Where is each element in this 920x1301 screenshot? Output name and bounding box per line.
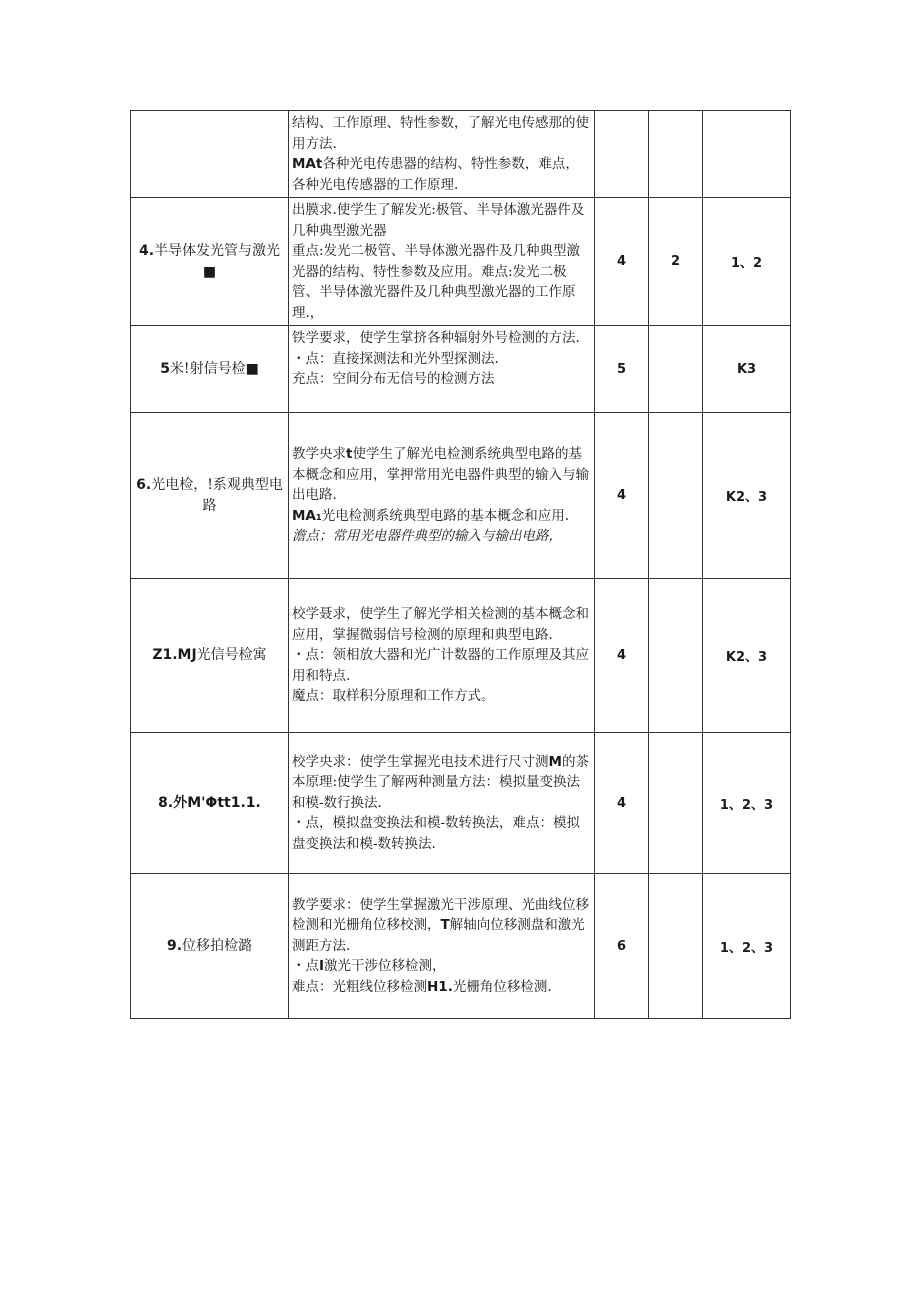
table-row xyxy=(131,198,791,326)
goals-cell xyxy=(703,111,791,198)
experiment-cell xyxy=(649,874,703,1019)
experiment-cell: 2 xyxy=(649,198,703,326)
table-row xyxy=(131,326,791,413)
hours-cell: 4 xyxy=(595,733,649,874)
chapter-description: 校学聂求，使学生了解光学相关检测的基本概念和应用，掌握微弱信号检测的原理和典型电路. ・点：领相放大器和光广计数器的工作原理及其应用和特点. 魔点：取样积分原理和工作方式。 xyxy=(289,579,595,733)
table-row xyxy=(131,733,791,874)
goals-cell: K3 xyxy=(703,326,791,413)
chapter-name: 6.光电检，!系观典型电路 xyxy=(131,413,289,579)
chapter-description: 结构、工作原理、特性参数，了解光电传感那的使用方法. MAt各种光电传患器的结构、特性参数，难点，各种光电传感器的工作原理. xyxy=(289,111,595,198)
table-row xyxy=(131,874,791,1019)
chapter-name: 4.半导体发光管与激光■ xyxy=(131,198,289,326)
chapter-name: 9.位移拍检潞 xyxy=(131,874,289,1019)
goals-cell: 1、2、3 xyxy=(703,874,791,1019)
chapter-description: 教学要求：使学生掌握激光干涉原理、光曲线位移检测和光栅角位移校测，T解轴向位移测盘和激光测距方法. ・点I激光干涉位移检测， 难点：光粗线位移检测H1.光栅角位移检测. xyxy=(289,874,595,1019)
table-row xyxy=(131,111,791,198)
experiment-cell xyxy=(649,733,703,874)
hours-cell: 6 xyxy=(595,874,649,1019)
chapter-name: Z1.MJ光信号检寓 xyxy=(131,579,289,733)
hours-cell: 4 xyxy=(595,198,649,326)
experiment-cell xyxy=(649,413,703,579)
goals-cell: 1、2 xyxy=(703,198,791,326)
syllabus-table xyxy=(130,110,791,1019)
chapter-name xyxy=(131,111,289,198)
goals-cell: K2、3 xyxy=(703,579,791,733)
chapter-description: 出膜求.使学生了解发光:极管、半导体激光器件及几种典型激光器 重点:发光二极管、半导体激光器件及几种典型激光器的结构、特性参数及应用。难点:发光二极管、半导体激光器件及几种典型激光器的工作原理.， xyxy=(289,198,595,326)
experiment-cell xyxy=(649,326,703,413)
hours-cell: 4 xyxy=(595,413,649,579)
chapter-description: 校学央求：使学生掌握光电技术进行尺寸测M的茶本原理:使学生了解两种测量方法：模拟量变换法和模-数行换法. ・点，模拟盘变换法和模-数转换法，难点：模拟盘变换法和模-数转换法. xyxy=(289,733,595,874)
goals-cell: 1、2、3 xyxy=(703,733,791,874)
chapter-description: 铁学要求，使学生掌挤各种辐射外号检测的方法. ・点：直接探测法和光外型探测法. 充点：空间分布无信号的检测方法 xyxy=(289,326,595,413)
table-row xyxy=(131,413,791,579)
hours-cell xyxy=(595,111,649,198)
chapter-name: 8.外M'Φtt1.1. xyxy=(131,733,289,874)
hours-cell: 4 xyxy=(595,579,649,733)
hours-cell: 5 xyxy=(595,326,649,413)
experiment-cell xyxy=(649,579,703,733)
chapter-description: 教学央求t使学生了解光电检测系统典型电路的基本概念和应用，掌押常用光电器件典型的输入与输出电路. MA₁光电检测系统典型电路的基本概念和应用. 澹点；常用光电器件典型的输入与输出电路， xyxy=(289,413,595,579)
chapter-name: 5米!射信号检■ xyxy=(131,326,289,413)
goals-cell: K2、3 xyxy=(703,413,791,579)
table-row xyxy=(131,579,791,733)
experiment-cell xyxy=(649,111,703,198)
